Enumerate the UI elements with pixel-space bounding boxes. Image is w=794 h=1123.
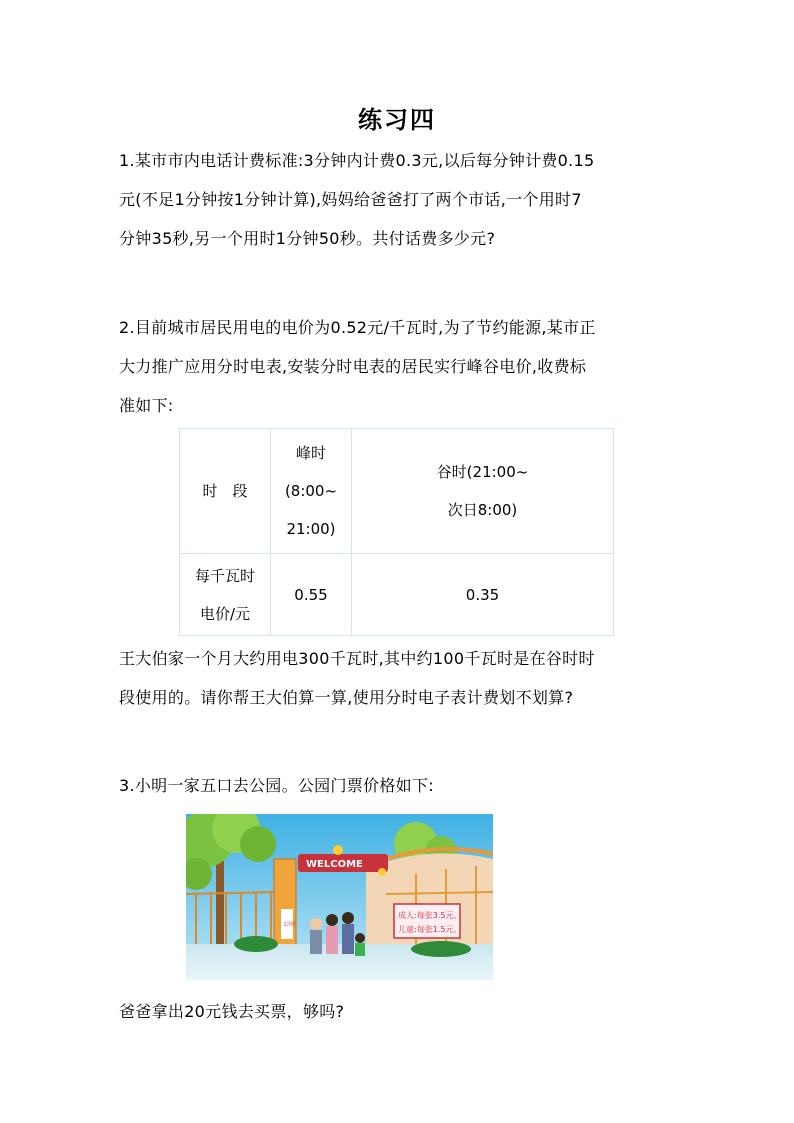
question-2-followup: [119, 639, 679, 717]
question-3-ask-line: 爸爸拿出20元钱去买票，够吗?: [119, 1002, 345, 1021]
page-title: 练习四: [358, 105, 436, 134]
question-1-line-3: 分钟35秒,另一个用时1分钟50秒。共付话费多少元?: [119, 229, 496, 248]
question-1-line-1: 1.某市市内电话计费标准:3分钟内计费0.3元,以后每分钟计费0.15: [119, 151, 595, 170]
adult-price-label: 成人:每张3.5元。: [398, 911, 462, 920]
gate-sign-text: 公园: [283, 921, 296, 928]
peak-header-line-1: 峰时: [295, 444, 326, 462]
child-price-label: 儿童:每张1.5元。: [398, 925, 462, 934]
welcome-text: WELCOME: [306, 859, 363, 870]
peak-header-line-3: 21:00): [286, 520, 336, 538]
electricity-price-table: [179, 428, 614, 636]
question-3-ask: [119, 992, 679, 1031]
valley-price-cell: 0.35: [352, 554, 614, 636]
ticket-price-board: [394, 904, 461, 938]
peak-price-cell: 0.55: [271, 554, 352, 636]
question-2-followup-line-2: 段使用的。请你帮王大伯算一算,使用分时电子表计费划不划算?: [119, 688, 574, 707]
gate-pillar: [274, 859, 296, 954]
question-2: [119, 308, 679, 425]
park-gate-illustration: [186, 814, 493, 980]
peak-header-line-2: (8:00~: [284, 482, 338, 500]
price-label-line-1: 每千瓦时: [194, 566, 255, 585]
question-2-followup-line-1: 王大伯家一个月大约用电300千瓦时,其中约100千瓦时是在谷时时: [119, 649, 595, 668]
question-2-line-1: 2.目前城市居民用电的电价为0.52元/千瓦时,为了节约能源,某市正: [119, 318, 596, 337]
valley-header-line-1: 谷时(21:00~: [436, 463, 529, 481]
question-2-line-3: 准如下:: [119, 396, 174, 415]
price-row-header: [180, 554, 271, 636]
period-header: 时 段: [180, 429, 271, 554]
price-label-line-2: 电价/元: [199, 604, 251, 623]
question-3: [119, 766, 679, 805]
valley-header-line-2: 次日8:00): [447, 501, 518, 519]
question-1-line-2: 元(不足1分钟按1分钟计算),妈妈给爸爸打了两个市话,一个用时7: [119, 190, 582, 209]
question-3-line-1: 3.小明一家五口去公园。公园门票价格如下:: [119, 776, 434, 795]
question-1: [119, 141, 679, 258]
question-2-line-2: 大力推广应用分时电表,安装分时电表的居民实行峰谷电价,收费标: [119, 357, 587, 376]
peak-period-header: [271, 429, 352, 554]
valley-period-header: [352, 429, 614, 554]
